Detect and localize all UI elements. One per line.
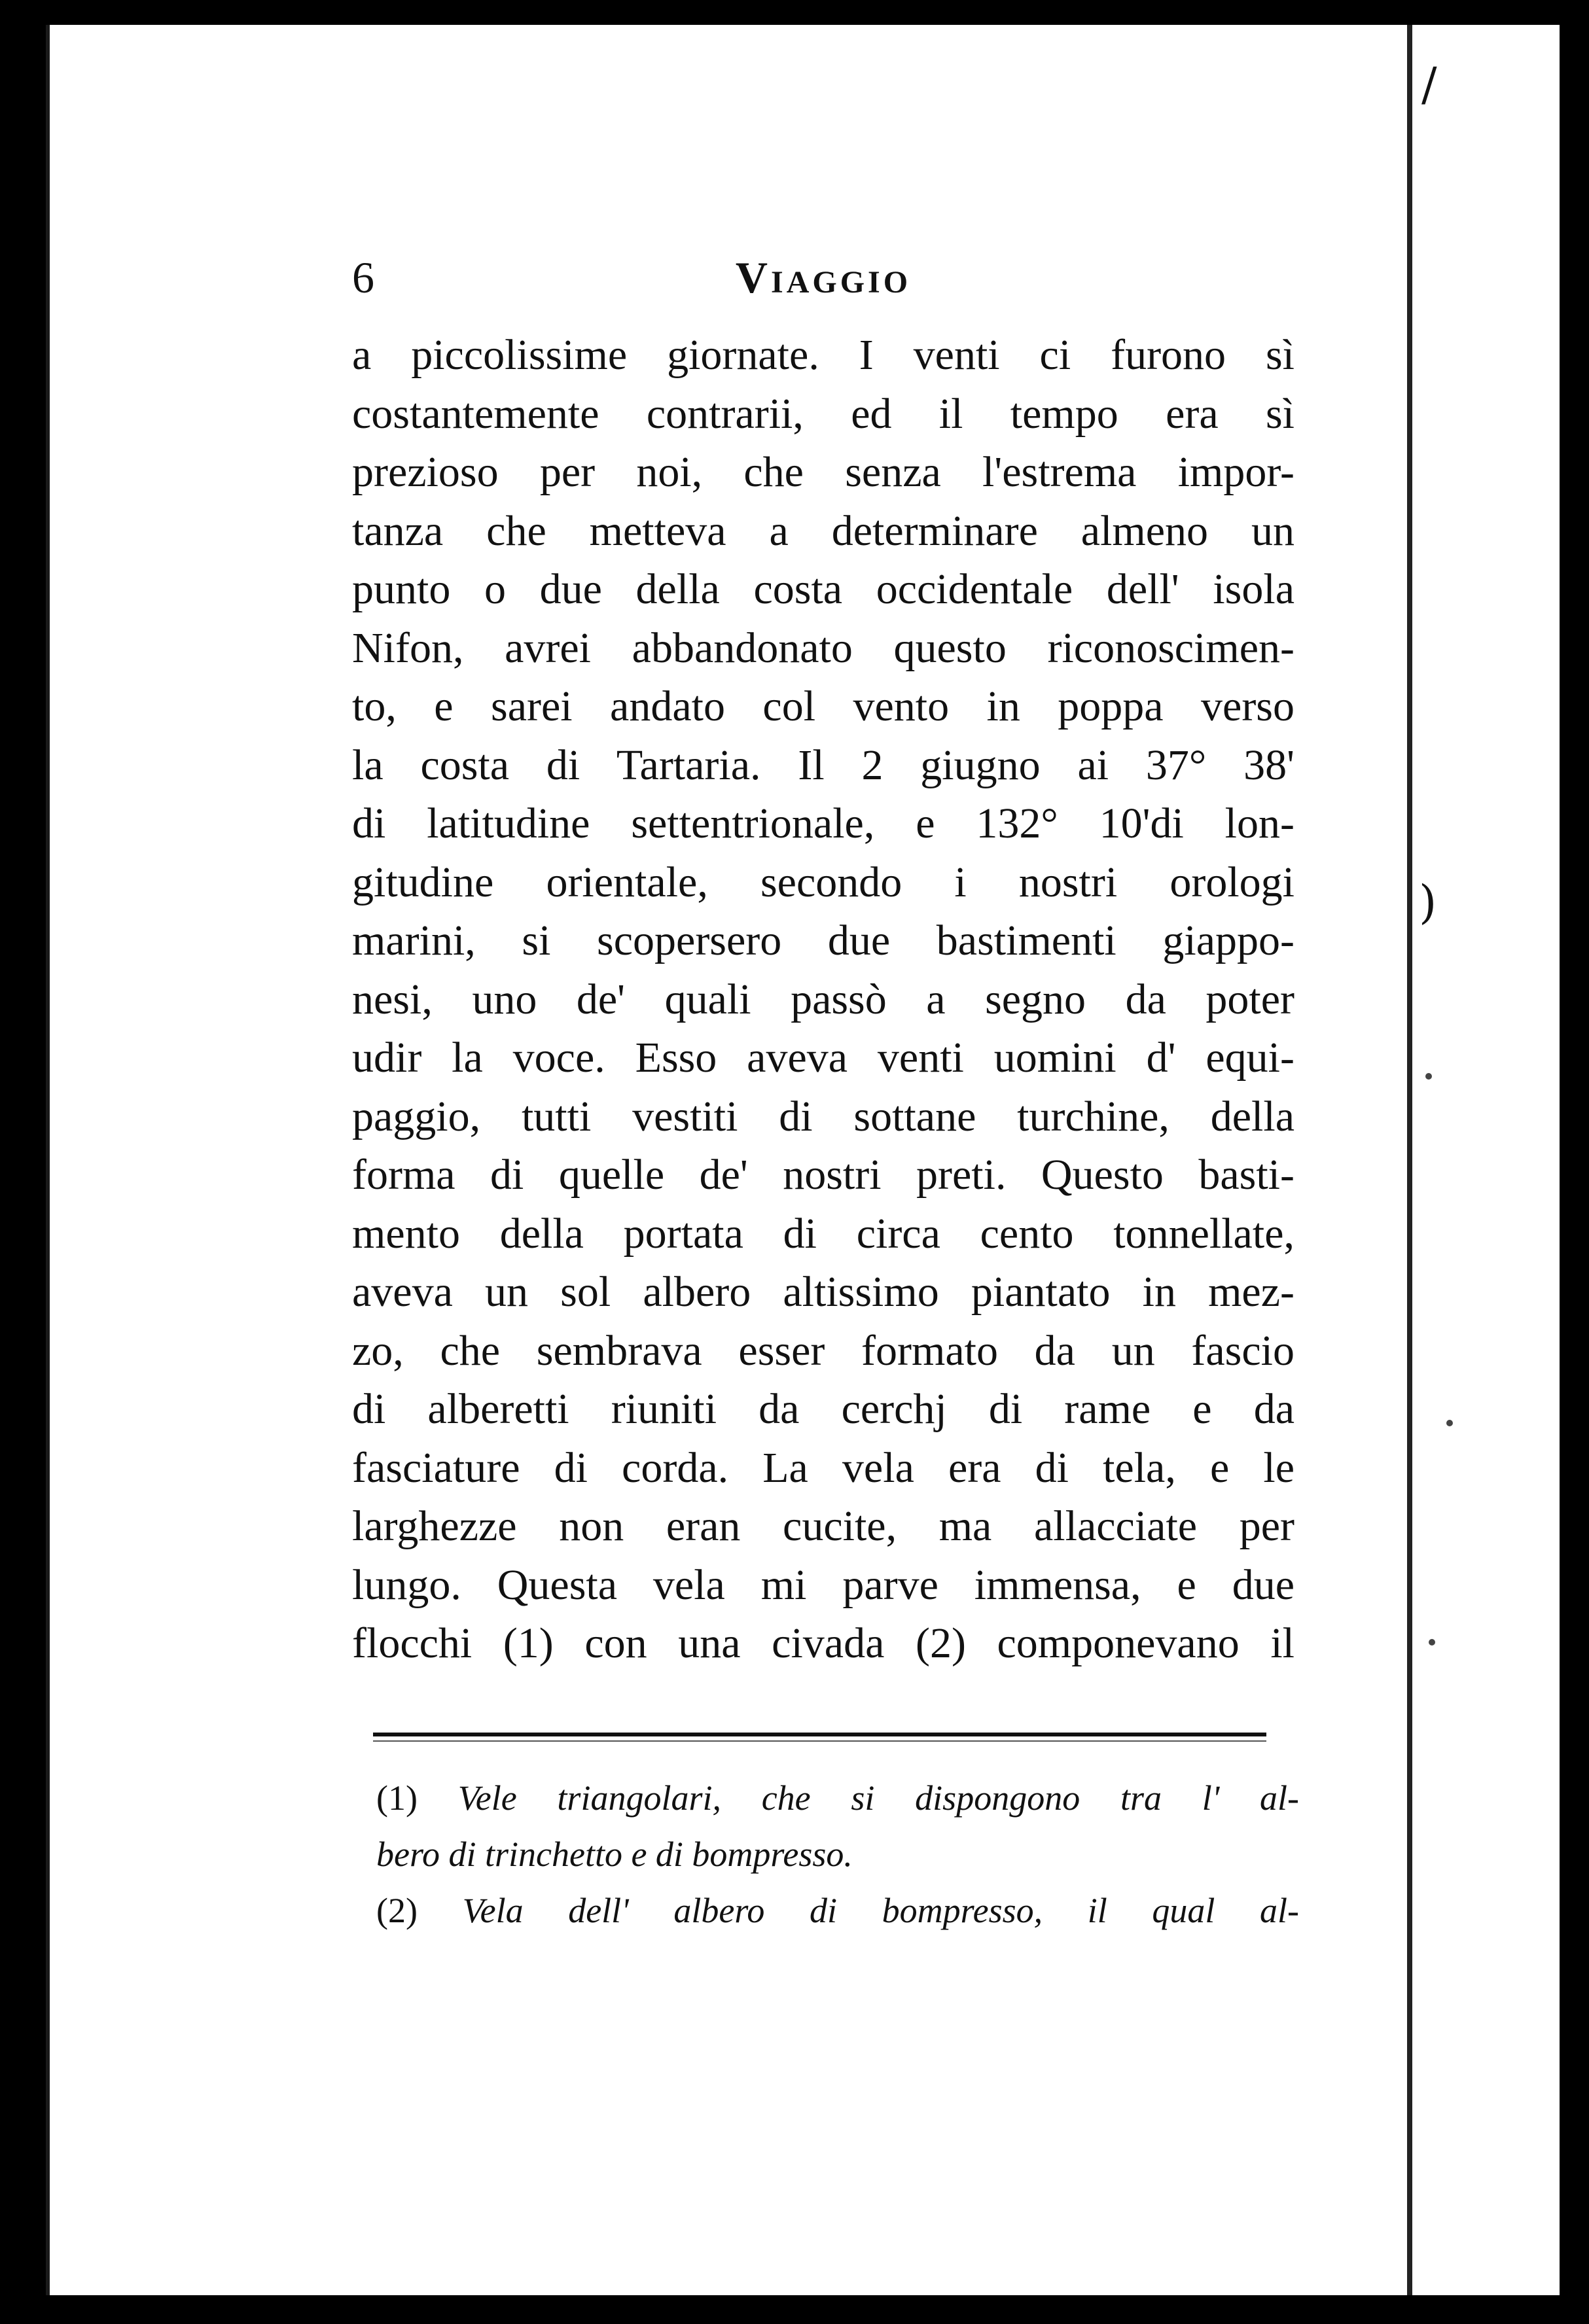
text-line: udir la voce. Esso aveva venti uomini d' equi-: [352, 1034, 1294, 1082]
footnotes: [376, 1770, 1299, 1939]
text-line: marini, si scopersero due bastimenti giappo-: [352, 917, 1294, 964]
page-header: [352, 245, 1294, 324]
text-line: paggio, tutti vestiti di sottane turchine, della: [352, 1092, 1294, 1140]
page-speck: [1446, 1420, 1453, 1426]
body-text: [352, 326, 1294, 1673]
text-line: larghezze non eran cucite, ma allacciate per: [352, 1502, 1294, 1550]
footnote-rule: [373, 1733, 1266, 1736]
text-line: lungo. Questa vela mi parve immensa, e due: [352, 1560, 1294, 1609]
footnote-marker: (1): [376, 1778, 418, 1818]
text-line: punto o due della costa occidentale dell' isola: [352, 565, 1294, 613]
facing-page-mark: ): [1419, 875, 1437, 929]
text-line: di alberetti riuniti da cerchj di rame e da: [352, 1385, 1294, 1433]
text-line: fasciature di corda. La vela era di tela, e le: [352, 1443, 1294, 1492]
footnote-text: Vele triangolari, che si dispongono tra l' al-: [457, 1778, 1300, 1818]
footnote: [376, 1770, 1299, 1826]
text-line: prezioso per noi, che senza l'estrema impor-: [352, 448, 1294, 496]
text-line: zo, che sembrava esser formato da un fascio: [352, 1326, 1294, 1375]
footnote-text: bero di trinchetto e di bompresso.: [376, 1835, 853, 1874]
text-line: costantemente contrarii, ed il tempo era sì: [352, 389, 1294, 438]
page-number: 6: [352, 253, 374, 302]
text-line: tanza che metteva a determinare almeno un: [352, 506, 1294, 555]
page-speck: [1425, 1073, 1432, 1080]
text-line: Nifon, avrei abbandonato questo riconoscimen-: [352, 624, 1294, 672]
text-line: la costa di Tartaria. Il 2 giugno ai 37° 38': [352, 741, 1294, 789]
text-line: nesi, uno de' quali passò a segno da poter: [352, 975, 1294, 1023]
running-title: Viaggio: [735, 253, 912, 302]
facing-page-edge: [1407, 25, 1560, 2295]
text-line: di latitudine settentrionale, e 132° 10'di lon-: [352, 800, 1294, 847]
footnote: [376, 1882, 1299, 1939]
page-speck: [1429, 1639, 1435, 1646]
text-line: mento della portata di circa cento tonnellate,: [352, 1209, 1294, 1258]
text-line: gitudine orientale, secondo i nostri orologi: [352, 858, 1294, 906]
text-line: aveva un sol albero altissimo piantato in mez-: [352, 1268, 1294, 1316]
footnote-continuation: [376, 1826, 1299, 1882]
text-line: flocchi (1) con una civada (2) componevano il: [352, 1619, 1294, 1667]
text-line: forma di quelle de' nostri preti. Questo basti-: [352, 1151, 1294, 1199]
footnote-rule-thin: [373, 1740, 1266, 1742]
text-line: a piccolissime giornate. I venti ci furono sì: [352, 331, 1294, 379]
text-line: to, e sarei andato col vento in poppa verso: [352, 682, 1294, 730]
facing-page-mark: /: [1421, 58, 1437, 111]
footnote-text: Vela dell' albero di bompresso, il qual al-: [462, 1891, 1300, 1930]
footnote-marker: (2): [376, 1891, 418, 1930]
